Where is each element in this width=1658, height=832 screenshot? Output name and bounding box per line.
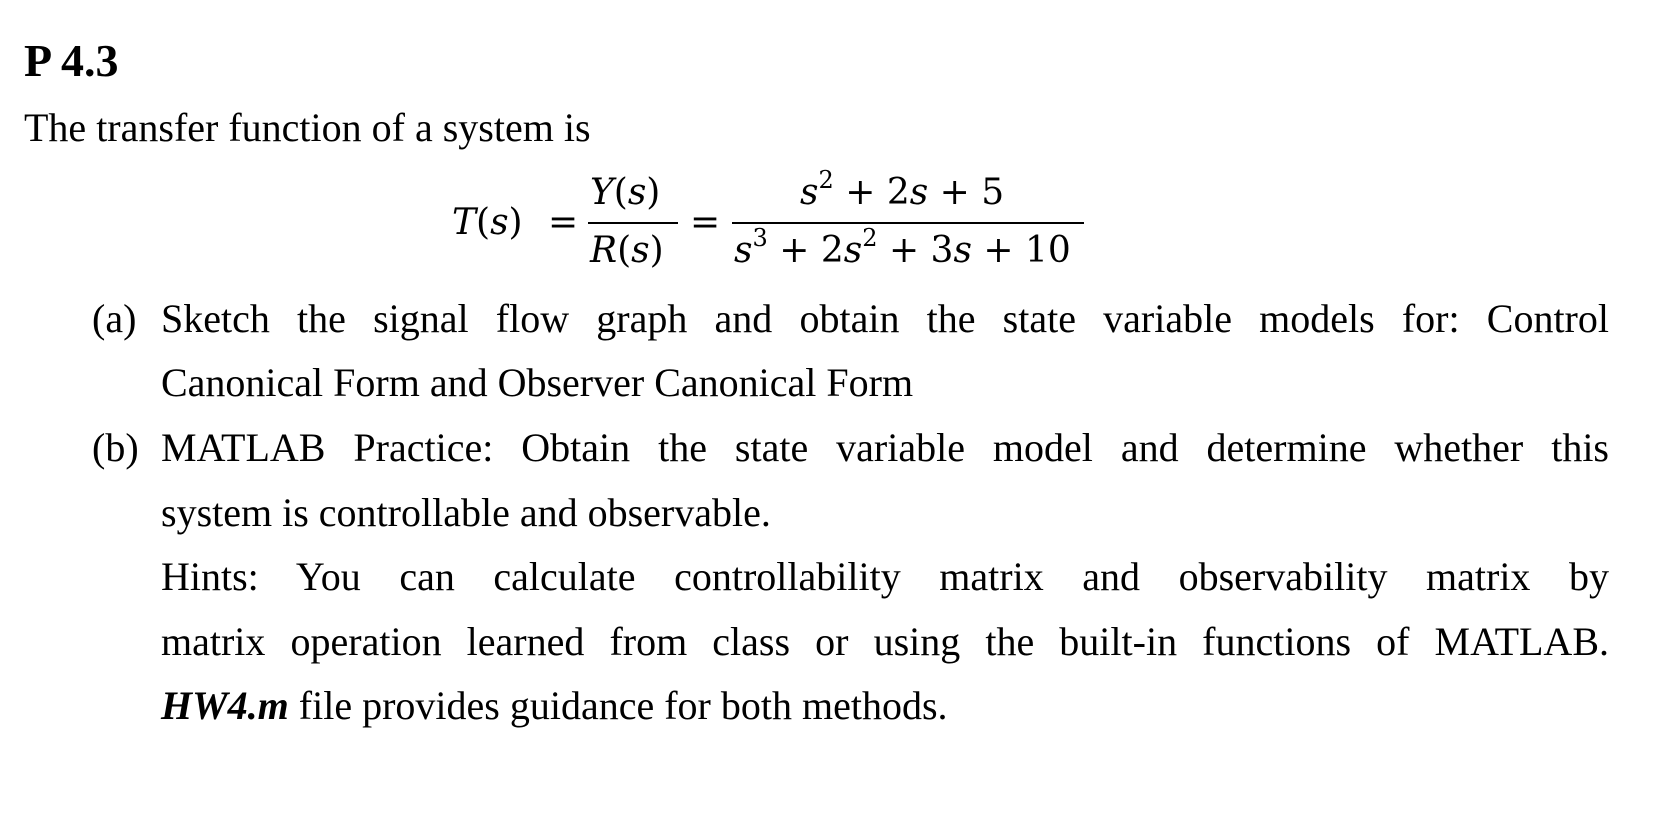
file-name: HW4.m (161, 683, 289, 728)
part-b-line-2: system is controllable and observable. (161, 490, 771, 535)
part-b-line-1: MATLAB Practice: Obtain the state variable model and determine whether this (161, 425, 1609, 470)
part-a-line-2: Canonical Form and Observer Canonical Form (161, 360, 914, 405)
part-a-label: (a) (92, 296, 137, 341)
ratio-fraction-bar (588, 222, 678, 224)
polynomial-fraction-bar (732, 222, 1084, 224)
hint-line-2: matrix operation learned from class or using the built-in functions of MATLAB. (161, 619, 1609, 664)
ratio-numerator: Y(s) (590, 172, 661, 213)
problem-number: P 4.3 (24, 35, 119, 86)
hint-line-1: Hints: You can calculate controllability matrix and observability matrix by (161, 554, 1609, 599)
equation-equals-2: = (690, 202, 721, 243)
file-guidance-line (161, 681, 1609, 731)
polynomial-denominator: $s^3 + 2s^2 + 3s + 10$ (734, 224, 1071, 271)
equation-lhs: T(s) (452, 202, 523, 243)
file-guidance-text: file provides guidance for both methods. (288, 683, 948, 728)
part-a-line-1: Sketch the signal flow graph and obtain the state variable models for: Control (161, 296, 1609, 341)
intro-text: The transfer function of a system is (24, 105, 591, 150)
transfer-function-equation (0, 166, 1658, 292)
ratio-denominator: R(s) (590, 230, 664, 271)
part-b-label: (b) (92, 425, 139, 470)
polynomial-numerator: $s^2 + 2s + 5$ (800, 166, 1005, 213)
equation-equals-1: = (548, 202, 579, 243)
